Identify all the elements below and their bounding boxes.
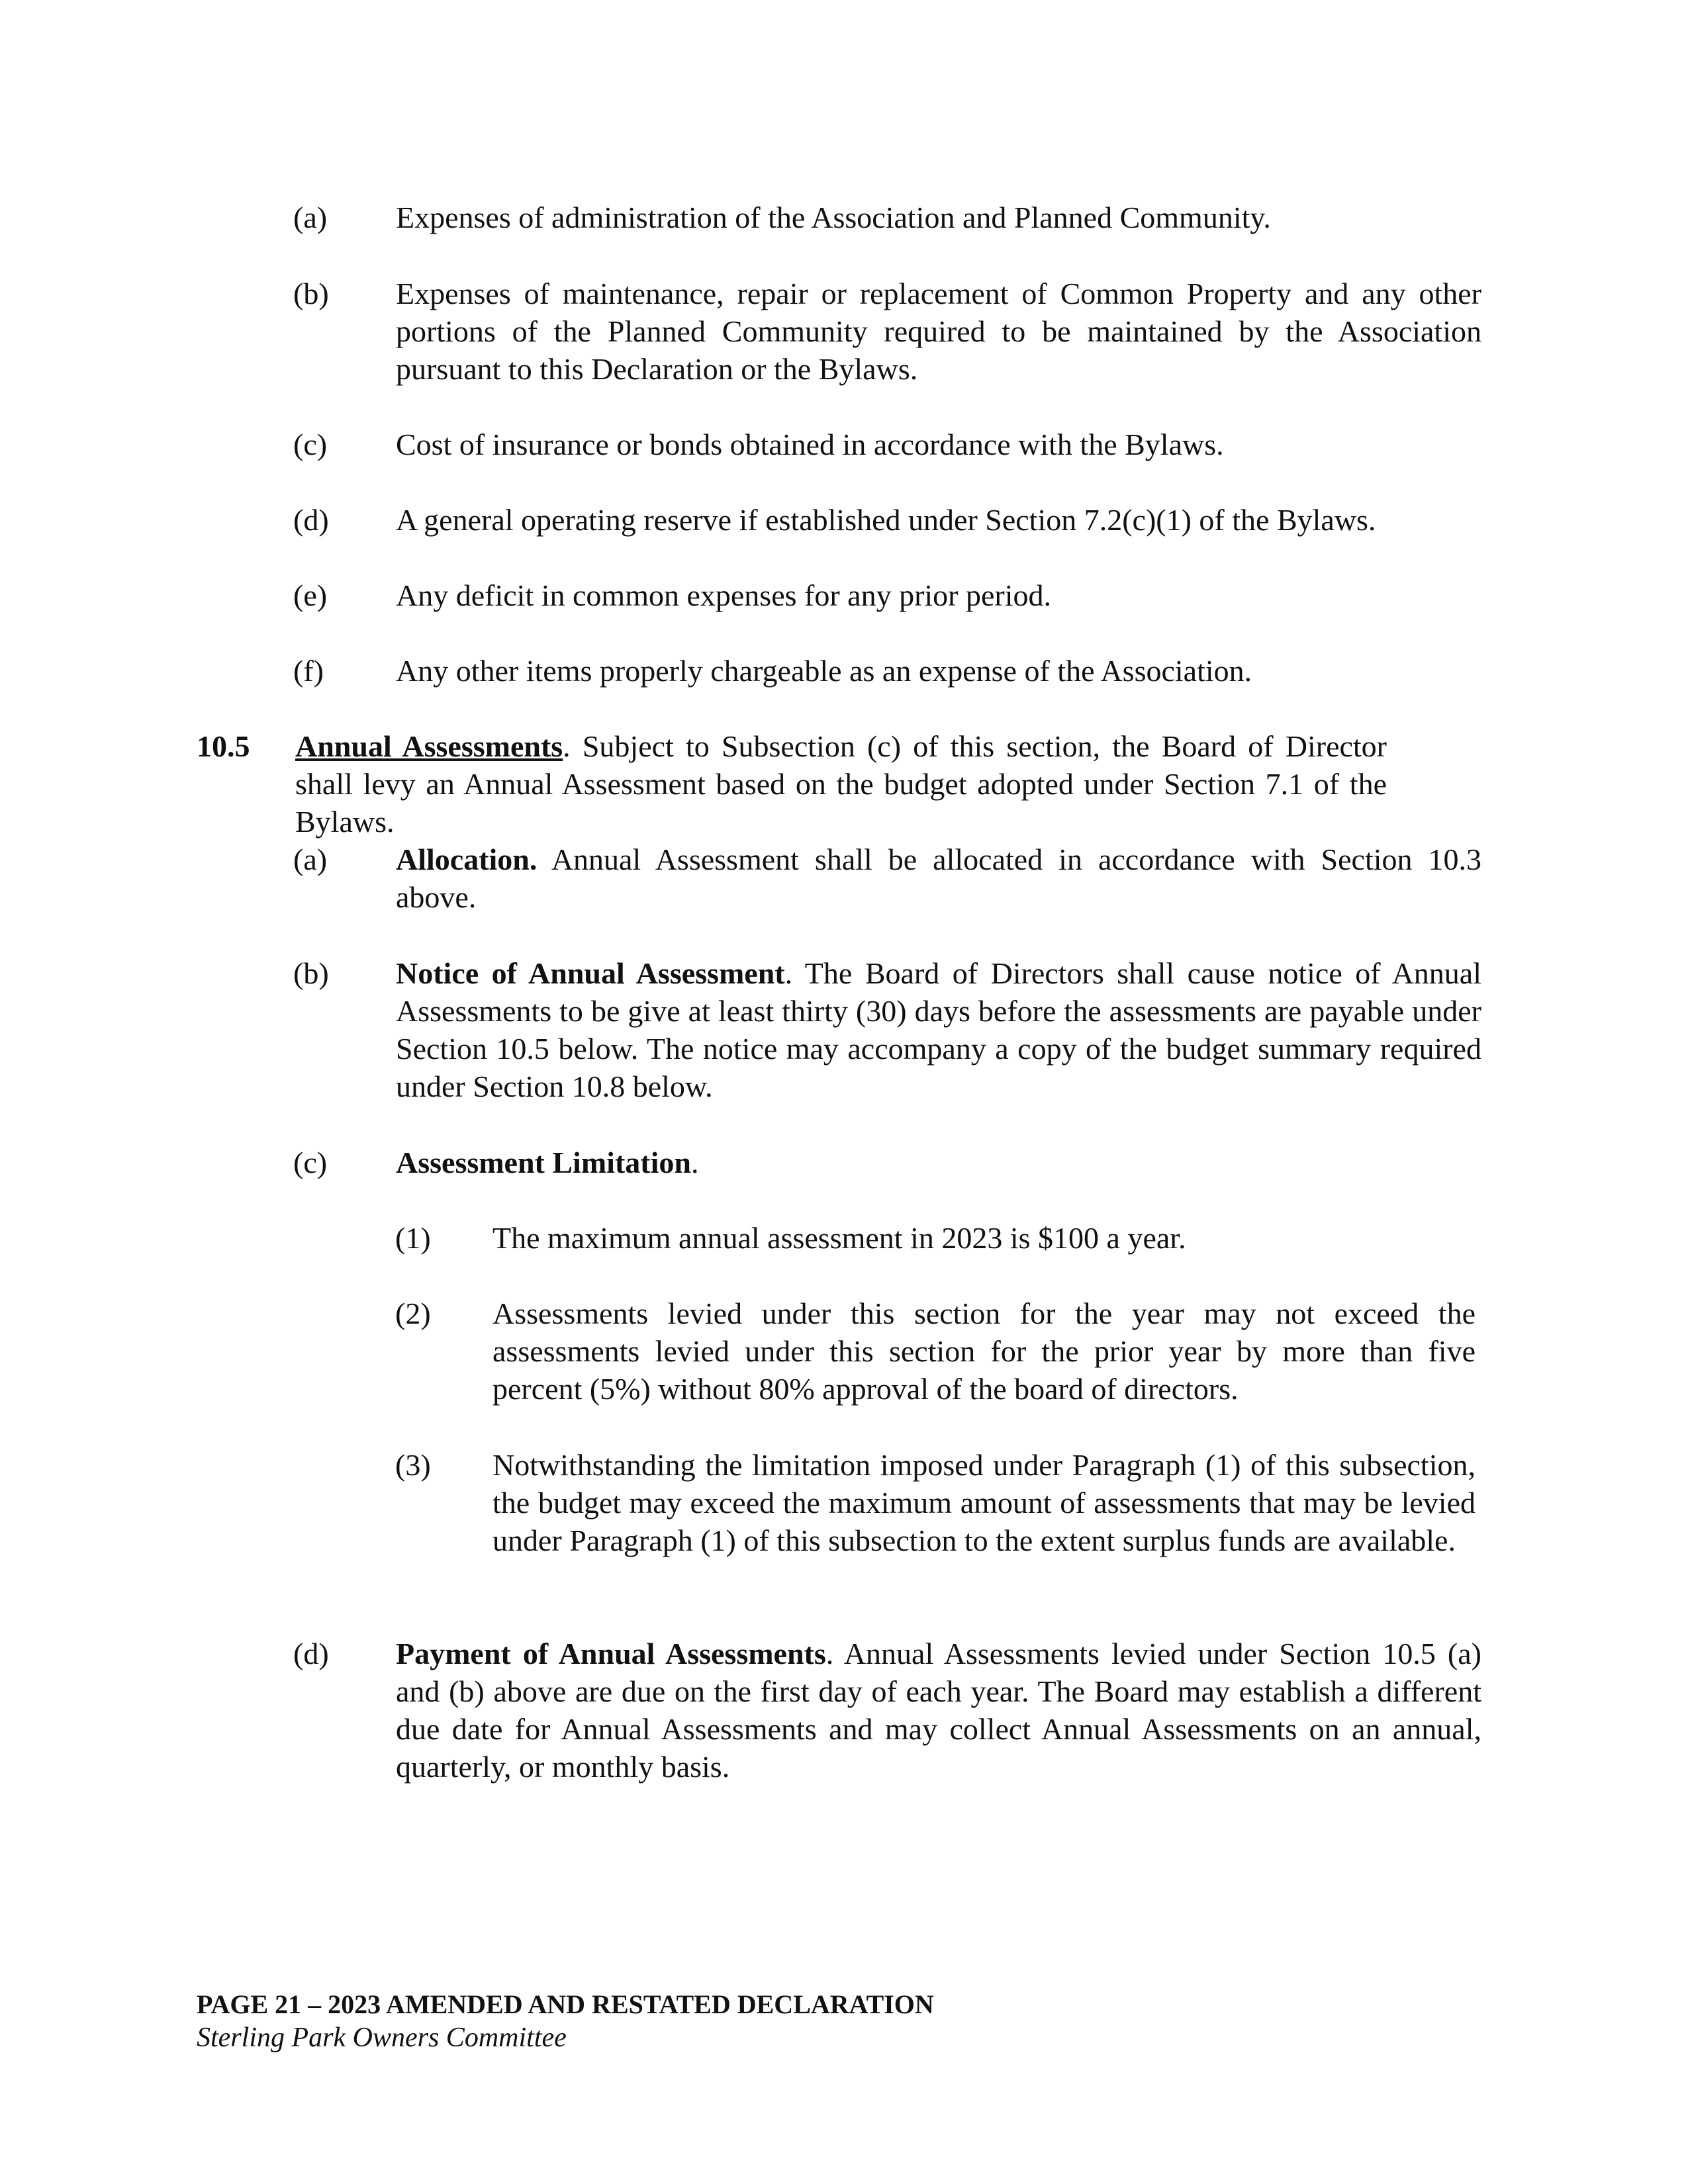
item-heading: Payment of Annual Assessments (396, 1637, 826, 1670)
item-text: Assessments levied under this section for the year may not exceed the assessments levied under this section for the prior year by more than five percent (5%) without 80% approval of the board of directors. (492, 1297, 1476, 1406)
item-label: (3) (395, 1448, 431, 1482)
item-label: (b) (293, 956, 329, 990)
item-heading: Allocation. (396, 842, 538, 876)
item-heading: Notice of Annual Assessment (396, 956, 785, 990)
item-label: (b) (293, 277, 329, 310)
item-label: (a) (293, 842, 328, 876)
item-body: . (690, 1146, 699, 1179)
item-label: (2) (395, 1297, 431, 1330)
item-label: (1) (395, 1221, 431, 1255)
item-text (396, 1635, 1481, 1786)
section-text (295, 727, 1387, 841)
item-text: Expenses of maintenance, repair or replacement of Common Property and any other portions of the Planned Community required to be maintained by the Association pursuant to this Declaration or the Bylaws. (396, 277, 1481, 386)
item-text (396, 1144, 1481, 1181)
item-text: Expenses of administration of the Association and Planned Community. (396, 201, 1271, 234)
footer-subtitle: Sterling Park Owners Committee (197, 2023, 567, 2053)
item-text: Notwithstanding the limitation imposed under Paragraph (1) of this subsection, the budget may exceed the maximum amount of assessments that may be levied under Paragraph (1) of this subsection to the extent surplus funds are available. (492, 1448, 1476, 1557)
section-heading: Annual Assessments (295, 729, 563, 763)
item-heading: Assessment Limitation (396, 1146, 691, 1179)
item-label: (c) (293, 428, 328, 461)
section-body: . Subject to Subsection (c) of this section, the Board of Director shall levy an Annual Assessment based on the budget adopted under Section 7.1 of the Bylaws. (295, 729, 1387, 839)
item-label: (c) (293, 1146, 328, 1179)
item-text: Cost of insurance or bonds obtained in accordance with the Bylaws. (396, 428, 1224, 461)
item-label: (a) (293, 201, 328, 234)
item-label: (d) (293, 503, 329, 537)
section-number: 10.5 (197, 729, 250, 763)
item-text (396, 954, 1481, 1105)
item-text: A general operating reserve if established under Section 7.2(c)(1) of the Bylaws. (396, 503, 1376, 537)
item-text (396, 841, 1481, 916)
item-text: Any other items properly chargeable as an expense of the Association. (396, 654, 1252, 688)
item-body: . The Board of Directors shall cause notice of Annual Assessments to be give at least thirty (30) days before the assessments are payable under Section 10.5 below. The notice may accompany a copy of the budget summary required under Section 10.8 below. (396, 956, 1481, 1103)
item-label: (e) (293, 578, 328, 612)
item-text: Any deficit in common expenses for any prior period. (396, 578, 1052, 612)
item-body: . Annual Assessments levied under Section 10.5 (a) and (b) above are due on the first day of each year. The Board may establish a different due date for Annual Assessments and may collect Annual Assessments on an annual, quarterly, or monthly basis. (396, 1637, 1481, 1784)
item-label: (f) (293, 654, 324, 688)
item-body: Annual Assessment shall be allocated in accordance with Section 10.3 above. (396, 842, 1481, 914)
item-label: (d) (293, 1637, 329, 1670)
footer-title: PAGE 21 – 2023 AMENDED AND RESTATED DECLARATION (197, 1989, 934, 2019)
page-footer (197, 1988, 934, 2054)
item-text: The maximum annual assessment in 2023 is $100 a year. (492, 1221, 1186, 1255)
